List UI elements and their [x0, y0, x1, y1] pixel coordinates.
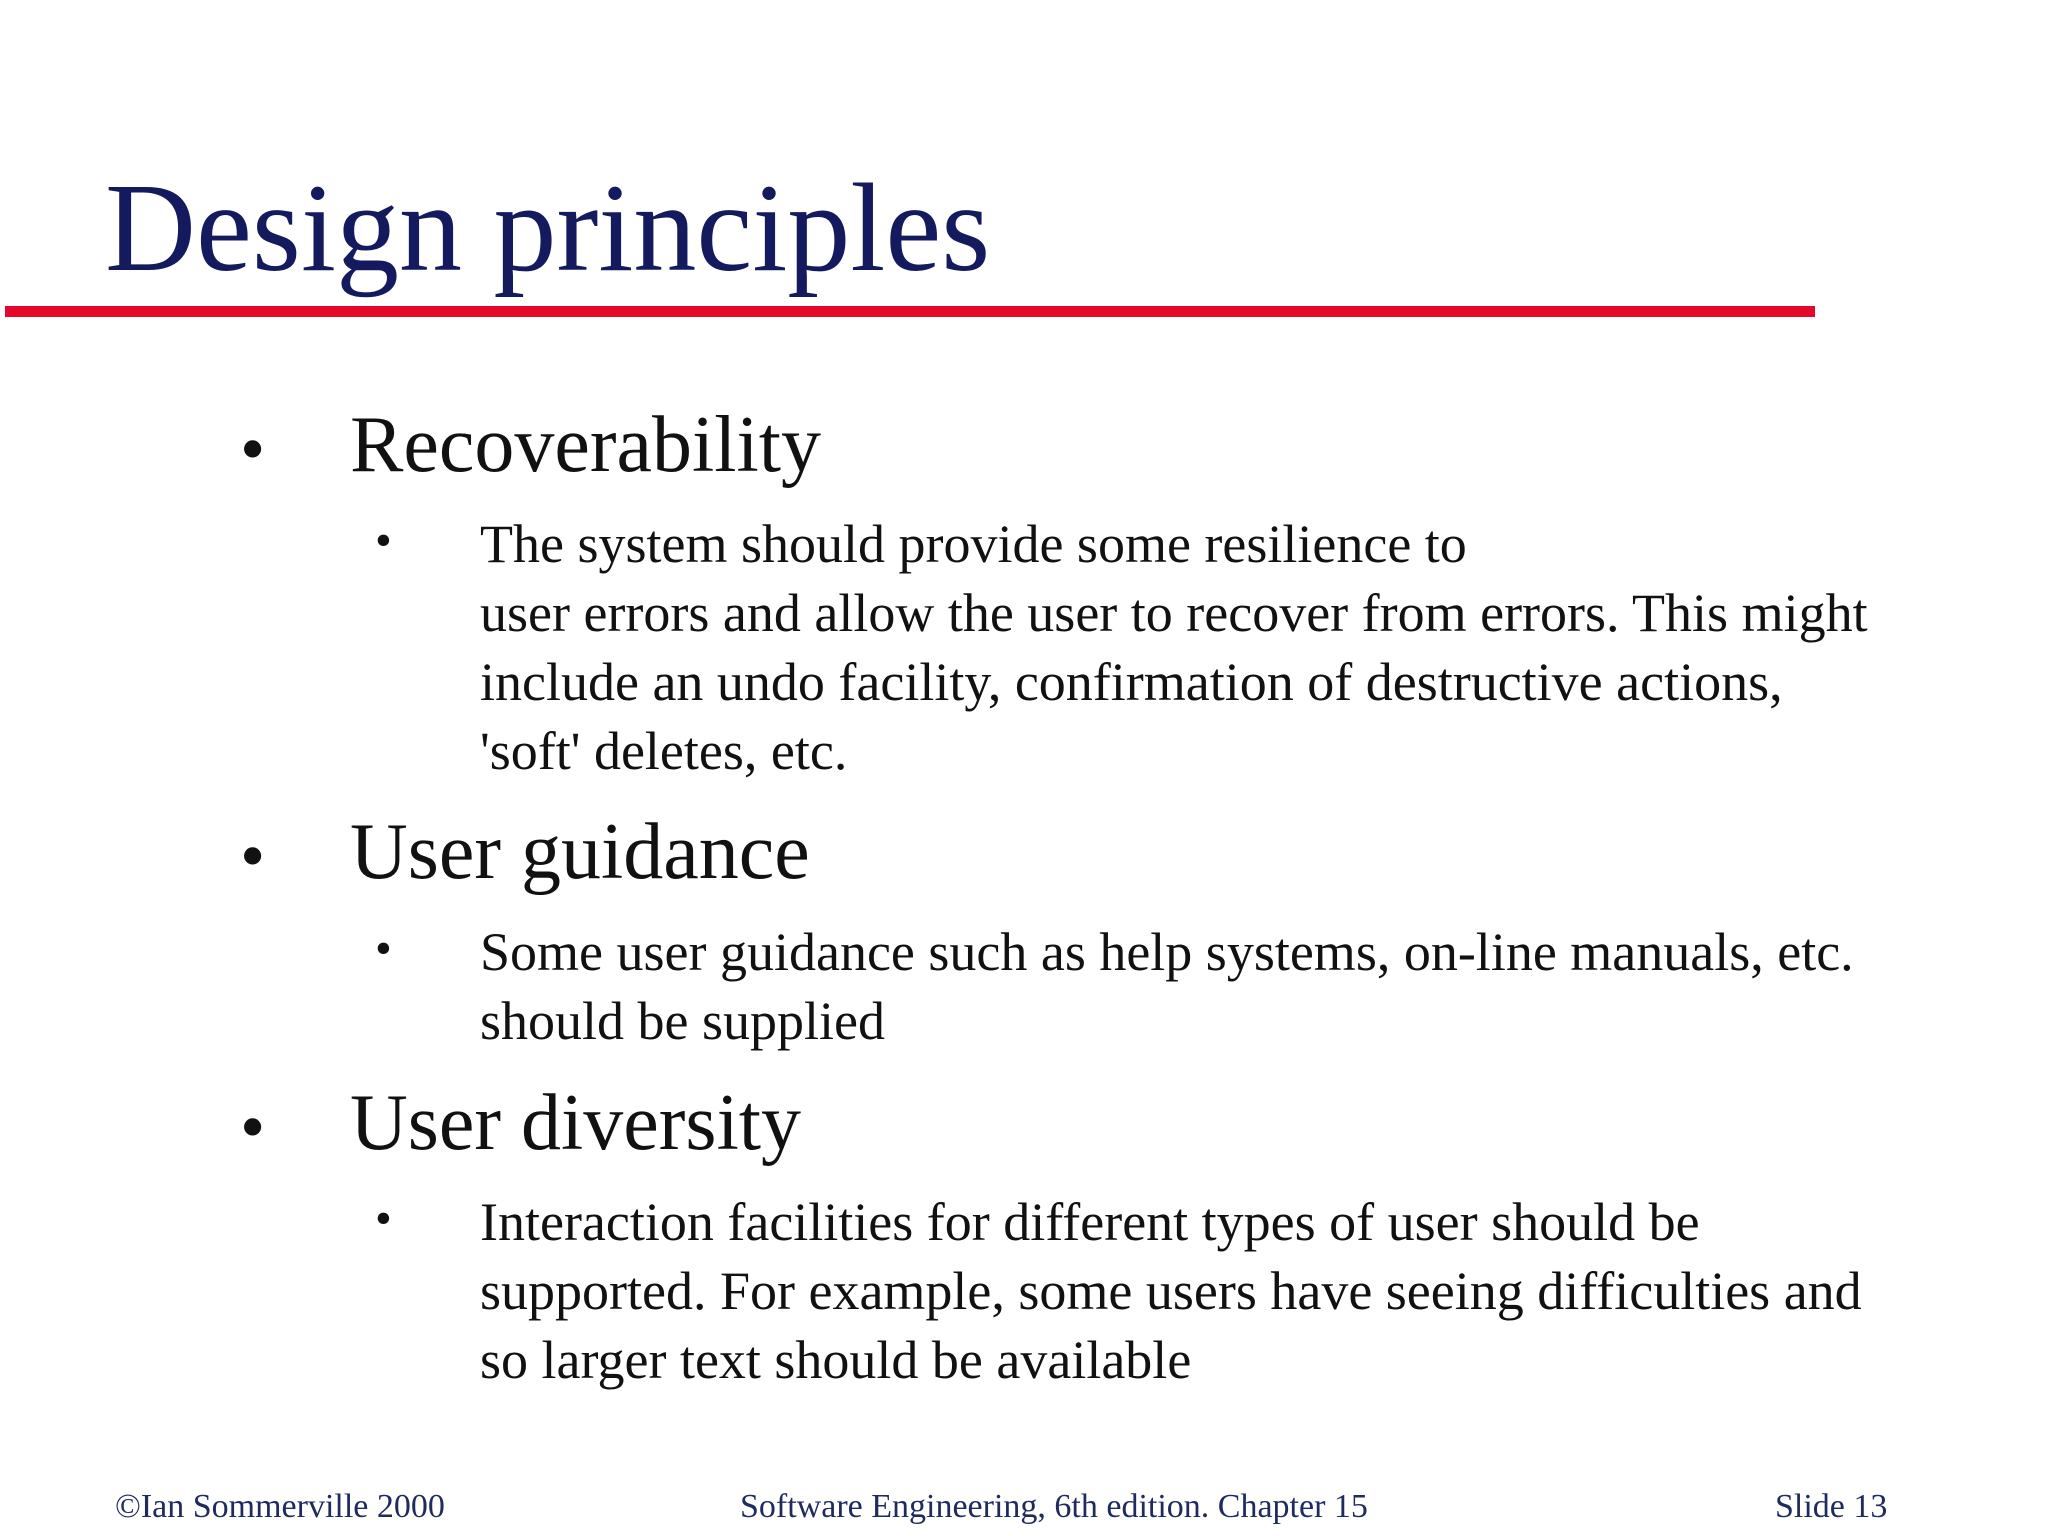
text-line: The system should provide some resilience to — [480, 514, 1467, 574]
sub-bullet-text — [480, 918, 2040, 1056]
text-line: Some user guidance such as help systems, on-line manuals, etc. — [480, 922, 1854, 982]
bullet-heading: Recoverability — [350, 401, 821, 489]
sub-bullet-icon: • — [375, 1192, 392, 1245]
sub-bullet-icon: • — [375, 922, 392, 975]
text-line: Interaction facilities for different types of user should be — [480, 1192, 1700, 1252]
bullet-icon: • — [240, 409, 266, 489]
sub-bullet-text — [480, 510, 2040, 786]
sub-bullet-text — [480, 1188, 2040, 1395]
footer-slide-number: Slide 13 — [1775, 1488, 1888, 1525]
sub-bullet-icon: • — [375, 514, 392, 567]
bullet-heading: User guidance — [350, 808, 810, 896]
bullet-icon: • — [240, 816, 266, 896]
text-line: supported. For example, some users have seeing difficulties and — [480, 1261, 1862, 1321]
text-line: should be supplied — [480, 991, 885, 1051]
footer-copyright: ©Ian Sommerville 2000 — [115, 1488, 445, 1525]
bullet-icon: • — [240, 1087, 266, 1167]
footer-book-title: Software Engineering, 6th edition. Chapter 15 — [740, 1488, 1368, 1525]
text-line: include an undo facility, confirmation of destructive actions, — [480, 652, 1783, 712]
bullet-heading: User diversity — [350, 1079, 802, 1167]
text-line: 'soft' deletes, etc. — [480, 721, 848, 781]
slide-title: Design principles — [105, 159, 991, 298]
text-line: user errors and allow the user to recover from errors. This might — [480, 583, 1868, 643]
text-line: so larger text should be available — [480, 1330, 1192, 1390]
